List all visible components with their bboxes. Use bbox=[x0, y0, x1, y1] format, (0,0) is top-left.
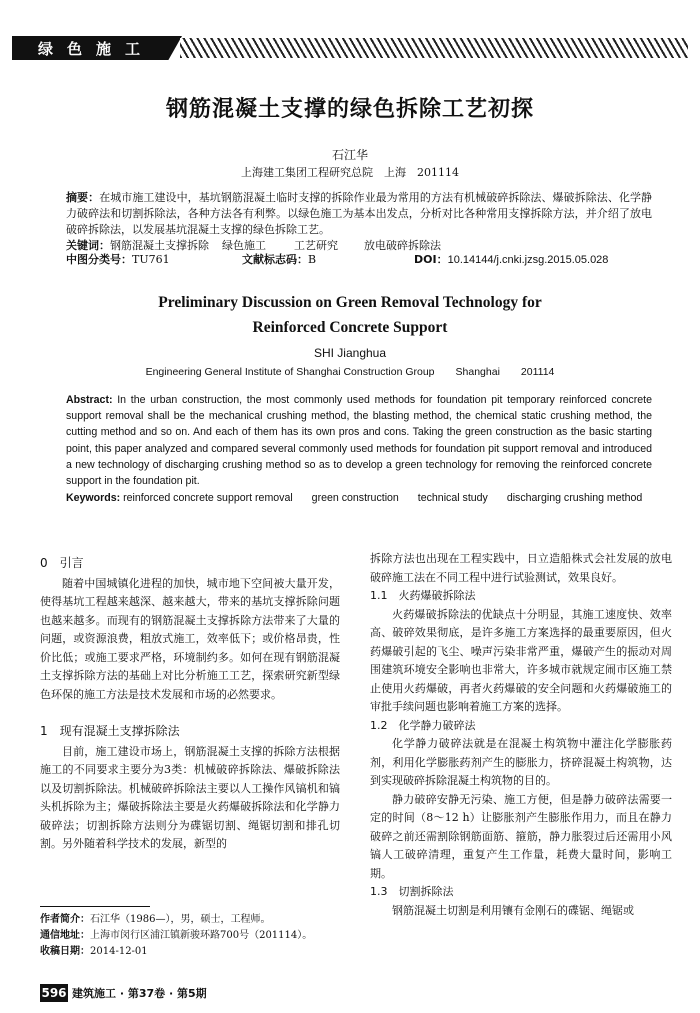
title-en-line1: Preliminary Discussion on Green Removal Technology for bbox=[158, 294, 542, 311]
abstract-cn-text: 在城市施工建设中，基坑钢筋混凝土临时支撑的拆除作业最为常用的方法有机械破碎拆除法、爆破拆除法、化学静力破碎法和切割拆除法，各种方法各有利弊。以绿色施工为基本出发点，分析对比各种常用支撑拆除方法，并介绍了放电破碎拆除法，以发展基坑混凝土支撑的绿色拆除工艺。 bbox=[66, 191, 653, 236]
author-footnote bbox=[40, 912, 312, 960]
keywords-en bbox=[66, 492, 666, 504]
section-0-heading: 0 引言 bbox=[40, 556, 84, 570]
address-value: 上海市闵行区浦江镇新骏环路700号（201114）。 bbox=[90, 930, 313, 941]
subsection-1-2-paragraph: 静力破碎安静无污染、施工方便，但是静力破碎法需要一定的时间（8～12 h）让膨胀剂产生膨胀作用力，而且在静力破碎之前还需割除钢筋面筋、箍筋，静力胀裂过后还需用小风镐人工破碎清理，重复产生工作量，耗费大量时间，影响工期。 bbox=[370, 792, 672, 880]
abstract-en-text: In the urban construction, the most commonly used methods for foundation pit temporary reinforced concrete support removal shall be the mechanical crushing method, the blasting method, the chemical static crushing method, the cutting method and so on. And each of them has its own pros and cons. Taking the green construction as the basic starting point, this paper analyzed and compared several commonly used methods for foundation pit support removal and introduced a new technology of discharging crushing method so as to develop a green technology for removing the reinforced concrete support in the foundation pit. bbox=[66, 394, 652, 488]
keyword-en-item: discharging crushing method bbox=[506, 492, 643, 504]
abstract-en bbox=[66, 392, 652, 489]
subsection-1-1-paragraph: 火药爆破拆除法的优缺点十分明显，其施工速度快、效率高、破碎效果彻底，是许多施工方案选择的最重要原因，但火药爆破引起的飞尘、噪声污染非常严重，爆破产生的振动对周围建筑环境安全影响也非常大，许多城市就规定闹市区施工禁止使用火药爆破，再者火药爆破的安全问题和火药爆破施工的审批手续问题也影响着施工方案的选择。 bbox=[370, 607, 672, 713]
doi-label: DOI： bbox=[414, 253, 448, 266]
doc-code-label: 文献标志码： bbox=[242, 253, 308, 266]
subsection-1-3-paragraph: 钢筋混凝土切割是利用镶有金刚石的碟锯、绳锯或 bbox=[392, 903, 634, 917]
section-header-label: 绿色施工 bbox=[38, 40, 155, 58]
clc-value: TU761 bbox=[132, 253, 170, 266]
journal-info: 建筑施工 · 第37卷 · 第5期 bbox=[72, 987, 207, 1000]
keyword-en-item: green construction bbox=[311, 492, 399, 504]
section-0-paragraph: 随着中国城镇化进程的加快，城市地下空间被大量开发，使得基坑工程越来越深、越来越大，带来的基坑支撑拆除问题也越来越多。而现有的钢筋混凝土支撑拆除方法带来了大量的问题，或资源浪费，粗放式施工，效率低下；或价格昂贵，性价比低；或施工要求严格，环境制约多。如何在现有钢筋混凝土支撑拆除方法的基础上对比分析施工工艺，探索研究新型绿色环保的施工方法是技术发展和市场的必然要求。 bbox=[40, 576, 340, 701]
section-1-heading: 1 现有混凝土支撑拆除法 bbox=[40, 724, 180, 738]
author-cn: 石江华 bbox=[331, 148, 368, 162]
section-1-paragraph: 目前，施工建设市场上，钢筋混凝土支撑的拆除方法根据施工的不同要求主要分为3类：机械破碎拆除法、爆破拆除法以及切割拆除法。机械破碎拆除法主要以人工操作风镐机和镐头机拆除为主；爆破拆除法主要是火药爆破拆除法和化学静力破碎法；切割拆除方法则分为碟锯切割、绳锯切割和排孔切割。另外随着科学技术的发展，新型的 bbox=[40, 744, 340, 850]
bio-label: 作者简介： bbox=[40, 914, 90, 925]
section-header-band bbox=[12, 36, 688, 62]
title-cn: 钢筋混凝土支撑的绿色拆除工艺初探 bbox=[165, 96, 534, 122]
header-hatch-decoration bbox=[180, 38, 688, 58]
keyword-cn-item: 工艺研究 bbox=[294, 239, 338, 252]
body-left-column bbox=[40, 550, 340, 854]
keyword-cn-item: 绿色施工 bbox=[222, 239, 266, 252]
author-en: SHI Jianghua bbox=[313, 346, 387, 360]
subsection-1-2-heading: 1.2 化学静力破碎法 bbox=[370, 718, 476, 732]
keywords-en-label: Keywords: bbox=[66, 492, 121, 504]
keywords-cn bbox=[66, 238, 652, 252]
abstract-en-label: Abstract: bbox=[66, 394, 113, 406]
received-date-label: 收稿日期： bbox=[40, 946, 90, 957]
page-number: 596 bbox=[41, 986, 67, 1000]
affiliation-cn: 上海建工集团工程研究总院 上海 201114 bbox=[241, 166, 459, 179]
continued-paragraph: 拆除方法也出现在工程实践中，日立造船株式会社发展的放电破碎施工法在不同工程中进行试验测试，效果良好。 bbox=[370, 552, 672, 584]
subsection-1-2-paragraph: 化学静力破碎法就是在混凝土构筑物中灌注化学膨胀药剂，利用化学膨胀药剂产生的膨胀力，挤碎混凝土构筑物，达到实现破碎拆除混凝土构筑物的目的。 bbox=[370, 737, 672, 787]
subsection-1-1-heading: 1.1 火药爆破拆除法 bbox=[370, 589, 476, 602]
title-en-line2: Reinforced Concrete Support bbox=[252, 319, 448, 336]
keyword-cn-item: 放电破碎拆除法 bbox=[364, 239, 441, 252]
address-label: 通信地址： bbox=[40, 930, 90, 941]
abstract-cn-label: 摘要： bbox=[66, 191, 100, 204]
abstract-cn bbox=[66, 190, 652, 266]
affiliation-en: Engineering General Institute of Shanghai Construction Group Shanghai 201114 bbox=[145, 366, 555, 378]
keyword-cn-item: 钢筋混凝土支撑拆除 bbox=[110, 239, 209, 252]
doc-code-value: B bbox=[308, 253, 317, 266]
keyword-en-item: technical study bbox=[417, 492, 488, 504]
doi-value: 10.14144/j.cnki.jzsg.2015.05.028 bbox=[447, 254, 609, 266]
keywords-cn-label: 关键词： bbox=[66, 239, 110, 252]
body-right-column bbox=[370, 550, 672, 920]
subsection-1-3-heading: 1.3 切割拆除法 bbox=[370, 885, 454, 898]
footnote-divider bbox=[40, 906, 150, 907]
clc-label: 中图分类号： bbox=[66, 253, 132, 266]
classification-line bbox=[66, 252, 652, 266]
title-en bbox=[0, 290, 700, 340]
received-date-value: 2014-12-01 bbox=[90, 946, 148, 957]
bio-value: 石江华（1986—），男，硕士，工程师。 bbox=[90, 914, 271, 925]
keyword-en-item: reinforced concrete support removal bbox=[123, 492, 293, 504]
